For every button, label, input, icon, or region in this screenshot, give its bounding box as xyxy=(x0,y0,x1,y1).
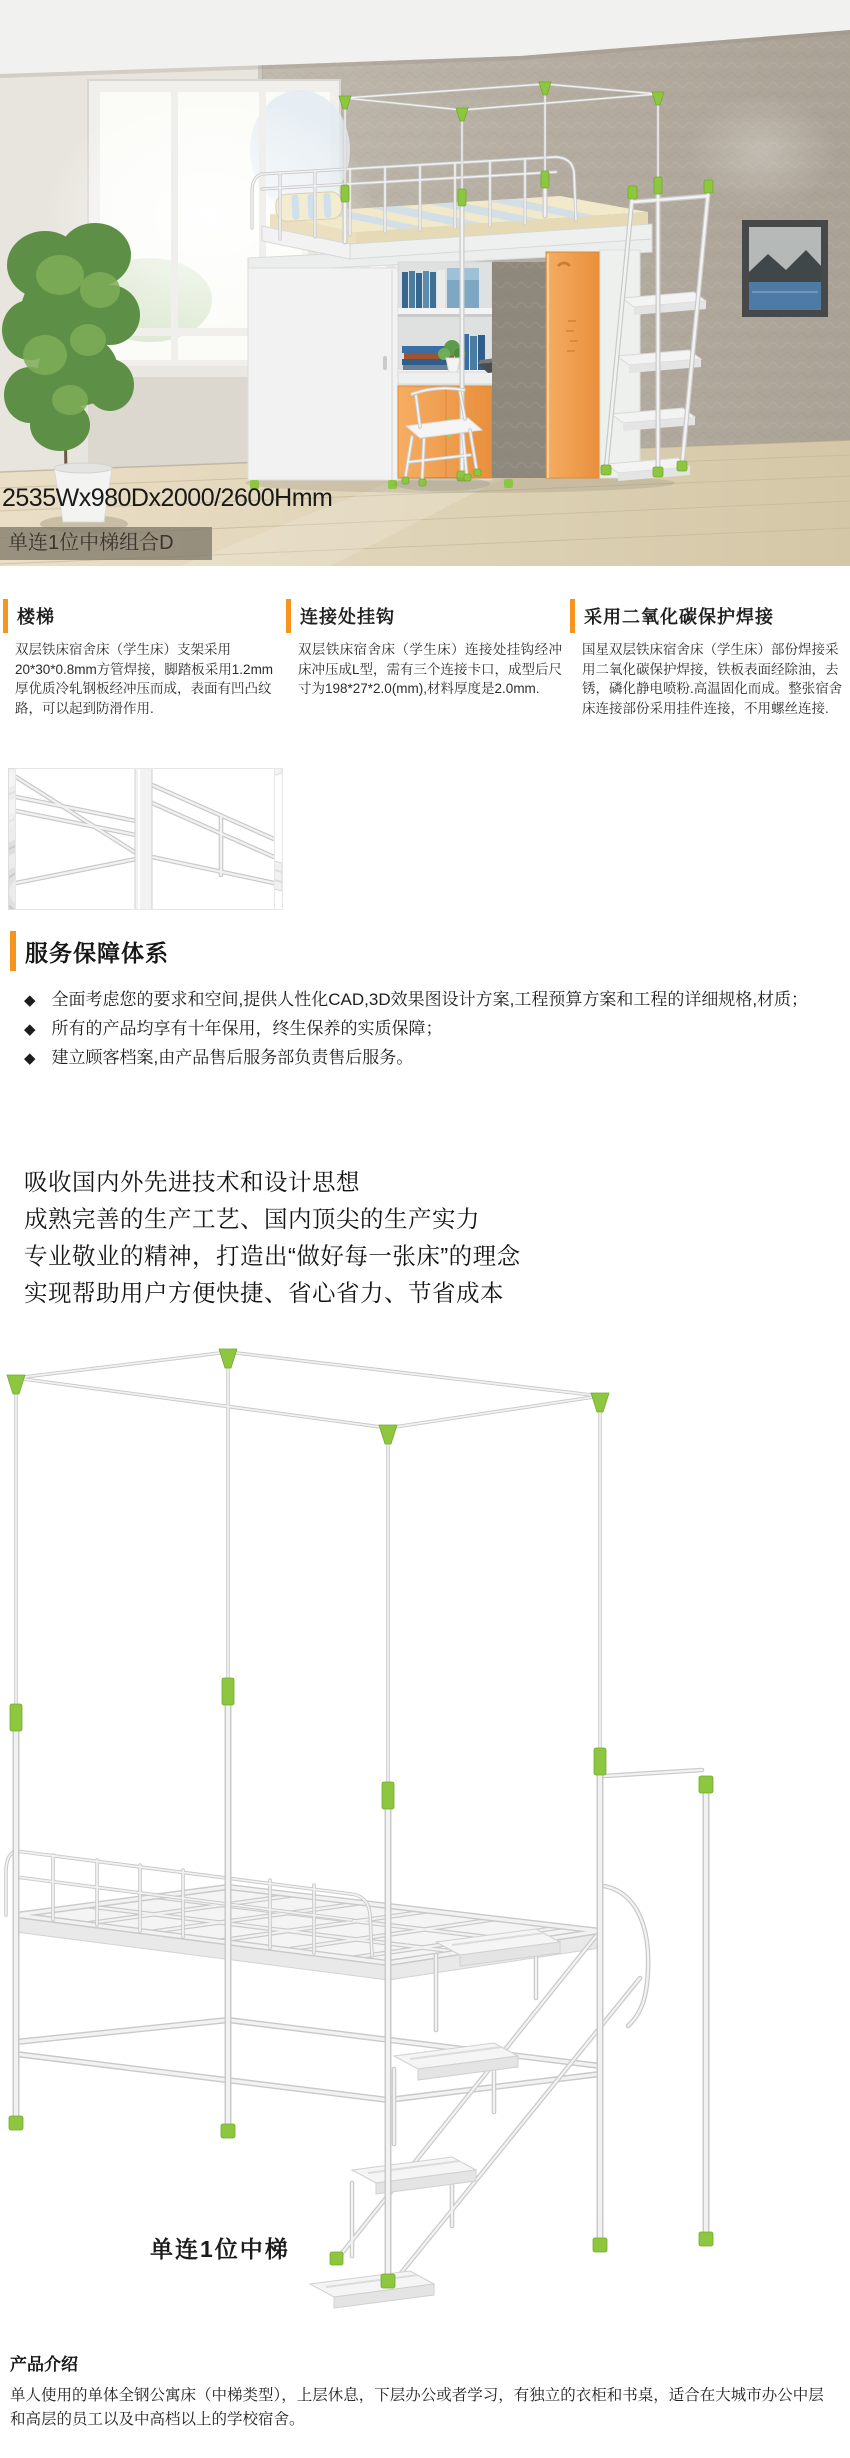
orange-accent-bar xyxy=(10,931,16,971)
feature-title: 采用二氧化碳保护焊接 xyxy=(584,607,774,627)
feature-hook xyxy=(286,598,562,699)
service-bullet xyxy=(24,986,820,1015)
feature-welding xyxy=(570,598,848,718)
service-bullet-text: 所有的产品均享有十年保用，终生保养的实质保障； xyxy=(51,1019,443,1038)
diamond-bullet-icon: ◆ xyxy=(24,1050,36,1067)
feature-title: 连接处挂钩 xyxy=(300,607,395,627)
hero-room-photo xyxy=(0,0,850,566)
service-bullet-text: 建立顾客档案,由产品售后服务部负责售后服务。 xyxy=(51,1048,414,1067)
orange-accent-bar xyxy=(3,599,8,633)
feature-ladder xyxy=(3,598,284,718)
bedframe-render xyxy=(0,1330,850,2340)
slogan-line: 实现帮助用户方便快捷、省心省力、节省成本 xyxy=(24,1280,504,1306)
feature-title: 楼梯 xyxy=(17,607,55,627)
intro-body: 单人使用的单体全钢公寓床（中梯类型），上层休息，下层办公或者学习，有独立的衣柜和书桌，适合在大城市办公中层和高层的员工以及中高档以上的学校宿舍。 xyxy=(10,2387,824,2428)
feature-body: 双层铁床宿舍床（学生床）支架采用20*30*0.8mm方管焊接，脚踏板采用1.2mm厚优质冷轧钢板经冲压而成，表面有凹凸纹路，可以起到防滑作用. xyxy=(15,642,274,716)
product-dimensions: 2535Wx980Dx2000/2600Hmm xyxy=(2,484,333,512)
feature-columns xyxy=(0,590,850,920)
slogan-line: 成熟完善的生产工艺、国内顶尖的生产实力 xyxy=(24,1206,480,1232)
service-header xyxy=(10,930,850,972)
feature-body: 国星双层铁床宿舍床（学生床）部份焊接采用二氧化碳保护焊接，铁板表面经除油，去锈，磷化静电喷粉.高温固化而成。整张宿舍床连接部份采用挂件连接，不用螺丝连接. xyxy=(582,642,843,716)
room-scene-illustration xyxy=(0,0,850,566)
feature-body: 双层铁床宿舍床（学生床）连接处挂钩经冲床冲压成L型，需有三个连接卡口，成型后尺寸为198*27*2.0(mm),材料厚度是2.0mm. xyxy=(298,642,563,696)
service-bullet xyxy=(24,1044,820,1073)
service-guarantee-section xyxy=(0,930,850,1073)
render-caption: 单连1位中梯 xyxy=(150,2236,290,2262)
weld-detail-illustration xyxy=(16,769,274,909)
diamond-bullet-icon: ◆ xyxy=(24,1021,36,1038)
service-bullet-text: 全面考虑您的要求和空间,提供人性化CAD,3D效果图设计方案,工程预算方案和工程的详细规格,材质； xyxy=(51,990,809,1009)
service-title: 服务保障体系 xyxy=(25,939,169,966)
orange-accent-bar xyxy=(286,599,291,633)
service-bullet xyxy=(24,1015,820,1044)
intro-title: 产品介绍 xyxy=(10,2355,78,2374)
feature-header xyxy=(286,598,562,634)
service-bullet-list xyxy=(24,986,820,1073)
orange-accent-bar xyxy=(570,599,575,633)
feature-header xyxy=(570,598,848,634)
product-intro-section xyxy=(10,2350,826,2431)
bedframe-render-illustration xyxy=(0,1330,850,2340)
variant-label: 单连1位中梯组合D xyxy=(0,527,212,560)
brand-slogan-block xyxy=(24,1164,824,1312)
weld-detail-image xyxy=(15,768,275,910)
feature-header xyxy=(3,598,284,634)
diamond-bullet-icon: ◆ xyxy=(24,992,36,1009)
slogan-line: 专业敬业的精神，打造出“做好每一张床”的理念 xyxy=(24,1243,521,1269)
slogan-line: 吸收国内外先进技术和设计思想 xyxy=(24,1169,360,1195)
